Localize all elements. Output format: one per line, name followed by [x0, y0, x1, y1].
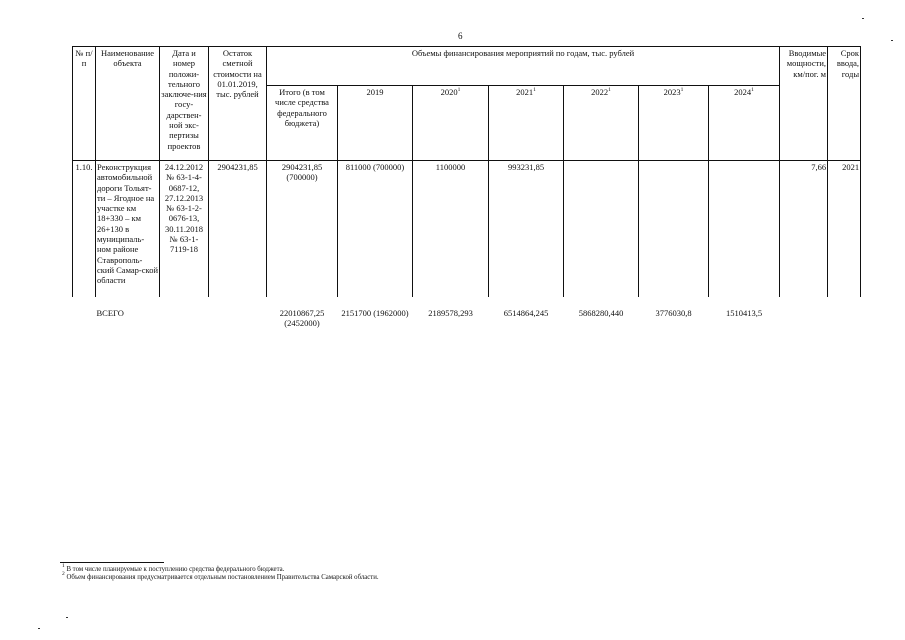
row-balance: 2904231,85: [209, 161, 267, 298]
header-2020: [413, 86, 489, 161]
scan-speck: [38, 628, 40, 629]
page-number: 6: [458, 31, 463, 41]
row-2023: [639, 161, 709, 298]
row-2021: 993231,85: [489, 161, 564, 298]
header-2022-label: 2022: [591, 87, 609, 97]
header-2019: 2019: [338, 86, 413, 161]
total-2021: 6514864,245: [503, 308, 549, 318]
header-2023-label: 2023: [663, 87, 681, 97]
footnote-mark: 1: [680, 87, 684, 93]
row-total: 2904231,85 (700000): [267, 161, 338, 298]
total-date-blank: [160, 297, 209, 348]
header-funding: Объемы финансирования мероприятий по годам, тыс. рублей: [267, 47, 780, 86]
row-name: Реконструкция автомобильной дороги Тольят-ти – Ягодное на участке км 18+330 – км 26+130 в муниципаль-ном районе Ставрополь-ский Самар-ской области: [96, 161, 160, 298]
scan-speck: [862, 18, 864, 19]
row-2024: [709, 161, 780, 298]
total-row: [73, 297, 861, 348]
total-label: ВСЕГО: [96, 308, 124, 318]
header-row-1: [73, 47, 861, 86]
header-term: Срок ввода, годы: [828, 47, 861, 161]
footnote-2-text: Объем финансирования предусматривается отдельным постановлением Правительства Самарской области.: [66, 574, 379, 581]
footnote-mark: 1: [751, 87, 754, 93]
table-row: [73, 161, 861, 298]
total-capacity-blank: [780, 297, 828, 348]
header-2022: [564, 86, 639, 161]
header-2024: [709, 86, 780, 161]
header-2021-label: 2021: [516, 87, 534, 97]
total-2023: 3776030,8: [655, 308, 692, 318]
scan-speck: [66, 617, 68, 618]
header-2024-label: 2024: [734, 87, 752, 97]
header-total-col: Итого (в том числе средства федерального бюджета): [267, 86, 338, 161]
footnote-1: [62, 563, 379, 574]
footnote-mark: 1: [608, 87, 611, 93]
header-balance: Остаток сметной стоимости на 01.01.2019, тыс. рублей: [209, 47, 267, 161]
row-2019: 811000 (700000): [338, 161, 413, 298]
footnote-1-mark: 1: [62, 563, 65, 569]
footnote-divider: [60, 562, 164, 563]
total-balance-blank: [209, 297, 267, 348]
row-2022: [564, 161, 639, 298]
header-2023: [639, 86, 709, 161]
total-2024: 1510413,5: [725, 308, 763, 318]
footnote-mark: 1: [457, 87, 461, 93]
row-2020: 1100000: [413, 161, 489, 298]
funding-table: [72, 46, 861, 348]
header-num: № п/п: [73, 47, 96, 161]
footnotes: [62, 563, 379, 582]
row-date: 24.12.2012 № 63-1-4-0687-12, 27.12.2013 № 63-1-2-0676-13, 30.11.2018 № 63-1-7119-18: [160, 161, 209, 298]
footnote-2-mark: 2: [62, 571, 65, 577]
header-2021: [489, 86, 564, 161]
total-2022: 5868280,440: [578, 308, 624, 318]
header-2020-label: 2020: [440, 87, 458, 97]
footnote-2: [62, 571, 379, 582]
row-num: 1.10.: [73, 161, 96, 298]
total-2019: 2151700 (1962000): [341, 308, 409, 318]
total-2020: 2189578,293: [428, 308, 473, 318]
footnote-1-text: В том числе планируемые к поступлению средства федерального бюджета.: [66, 566, 285, 573]
total-num-blank: [73, 297, 96, 348]
scan-speck: [891, 40, 893, 41]
header-name: Наименование объекта: [96, 47, 160, 161]
total-total: 22010867,25 (2452000): [279, 308, 325, 329]
row-term: 2021: [828, 161, 861, 298]
row-capacity: 7,66: [780, 161, 828, 298]
total-term-blank: [828, 297, 861, 348]
header-capacity: Вводимые мощности, км/пог. м: [780, 47, 828, 161]
footnote-mark: 1: [533, 87, 536, 93]
header-date: Дата и номер положи-тельного заключе-ния госу-дарствен-ной экс-пертизы проектов: [160, 47, 209, 161]
